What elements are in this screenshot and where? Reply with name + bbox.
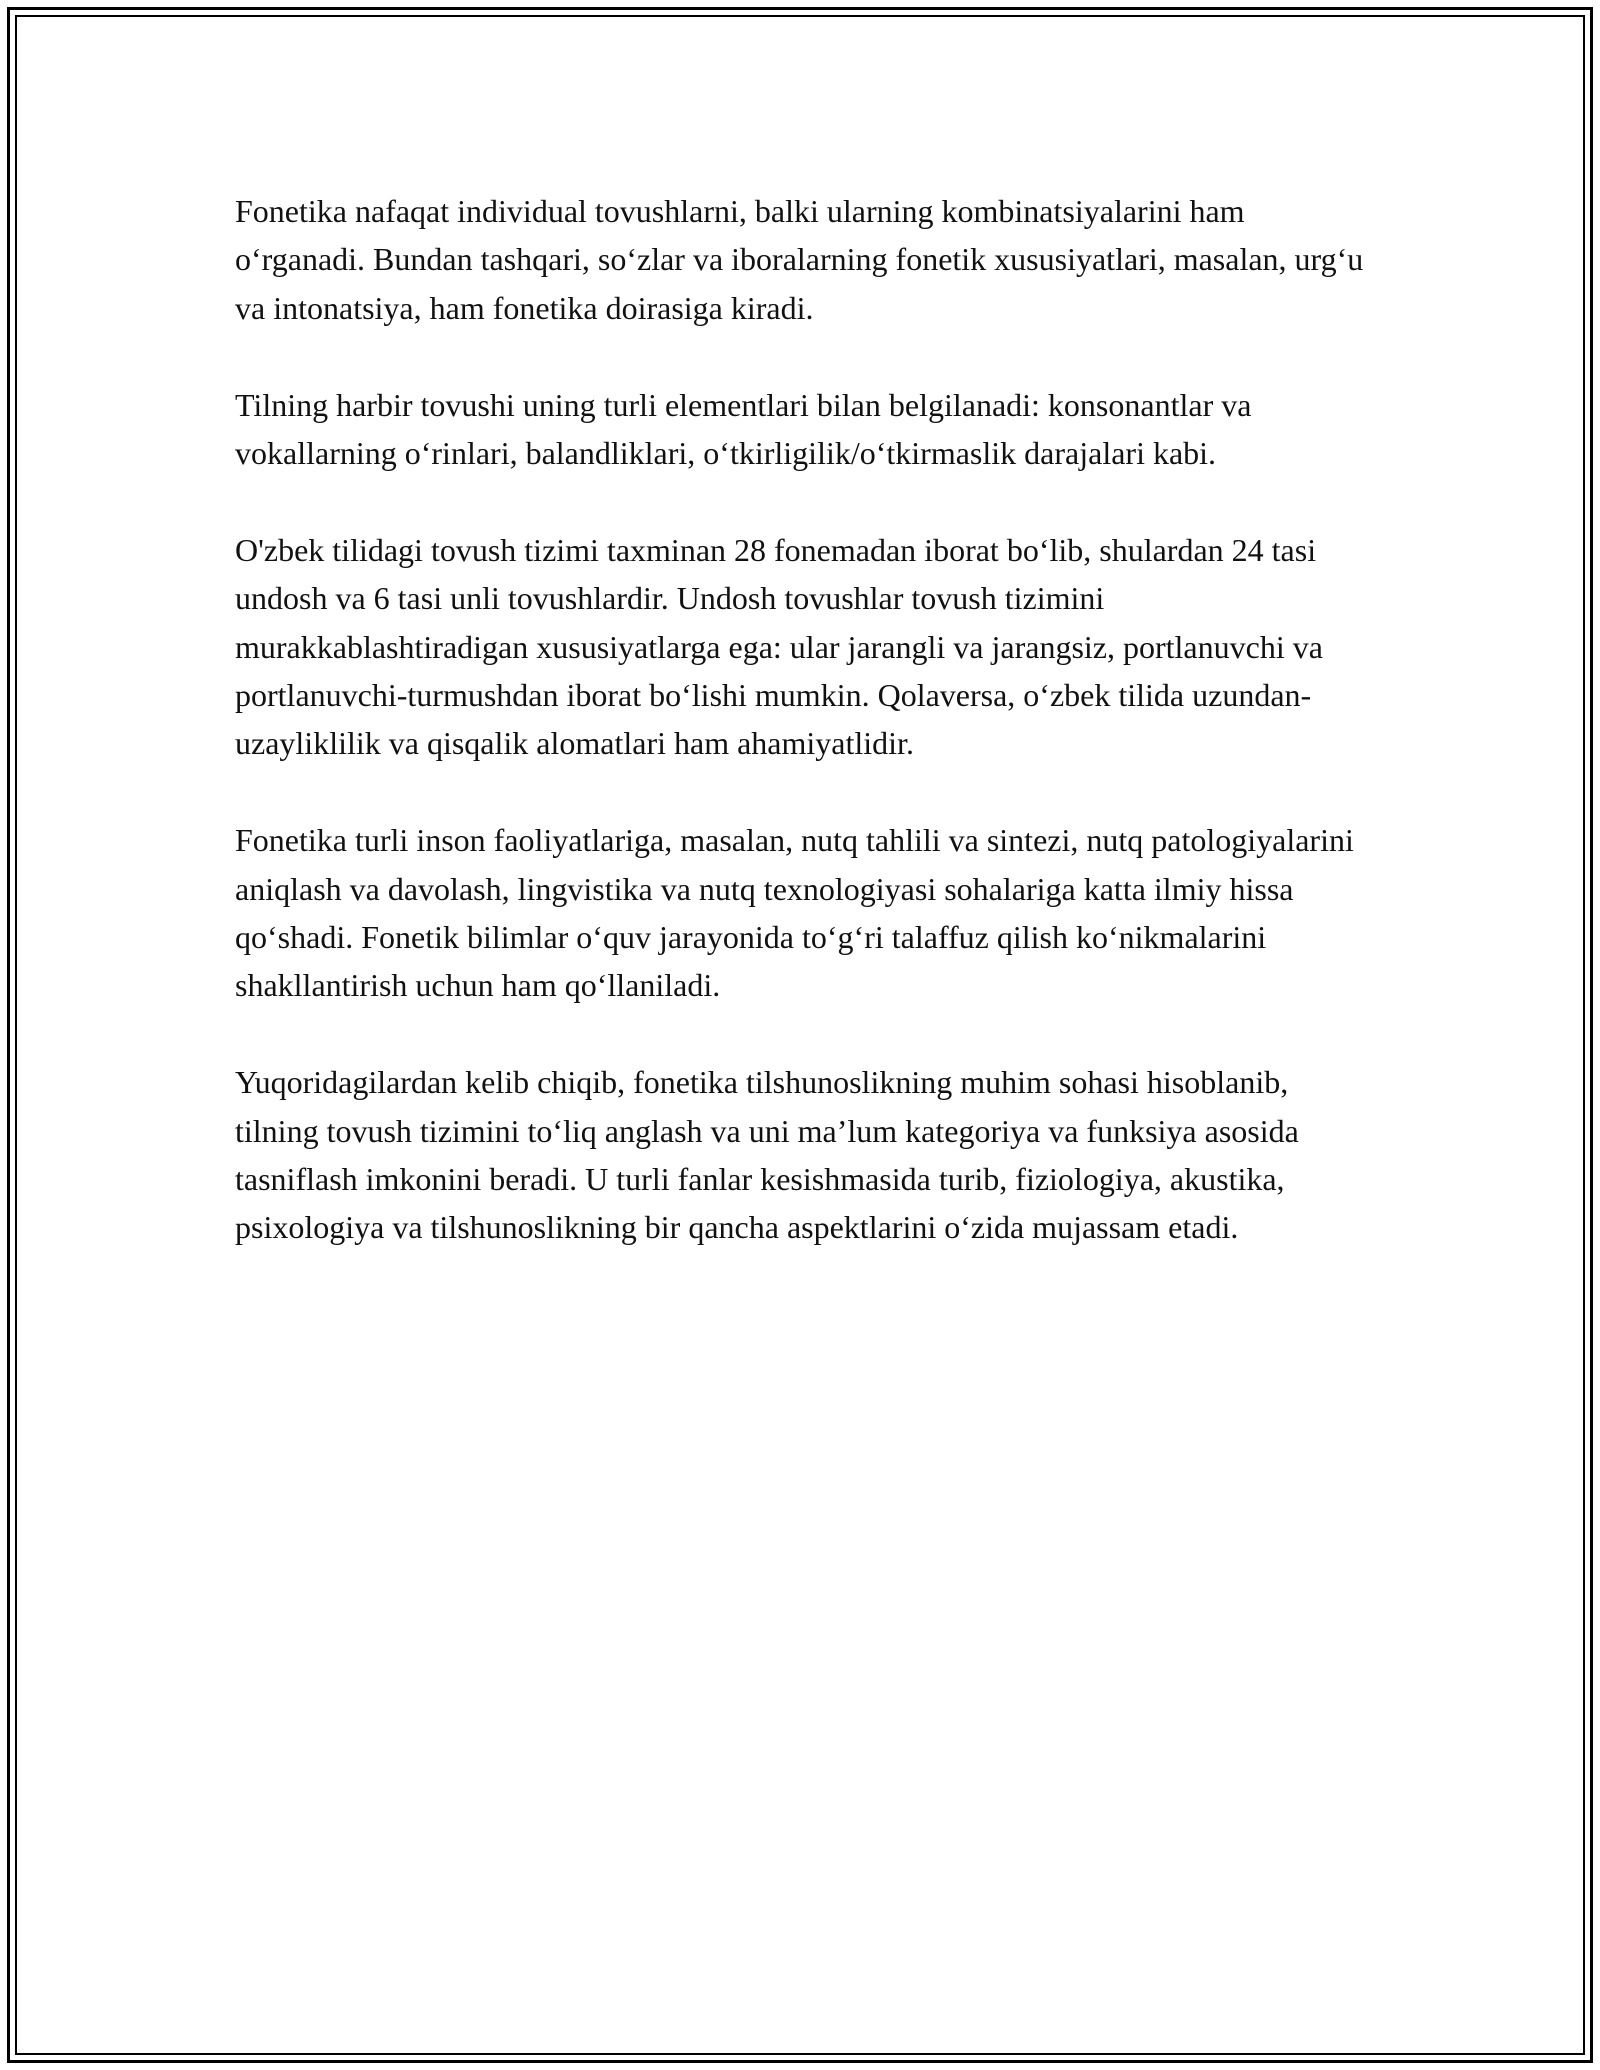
- paragraph-3: O'zbek tilidagi tovush tizimi taxminan 28 fonemadan iborat bo‘lib, shulardan 24 tasi undosh va 6 tasi unli tovushlardir. Undosh tovushlar tovush tizimini murakkablashtiradigan xususiyatlarga ega: ular jarangli va jarangsiz, portlanuvchi va portlanuvchi-turmushdan iborat bo‘lishi mumkin. Qolaversa, o‘zbek tilida uzundan-uzayliklilik va qisqalik alomatlari ham ahamiyatlidir.: [235, 531, 1323, 762]
- paragraph-5: Yuqoridagilardan kelib chiqib, fonetika tilshunoslikning muhim sohasi hisoblanib, tilning tovush tizimini to‘liq anglash va uni ma’lum kategoriya va funksiya asosida tasniflash imkonini beradi. U turli fanlar kesishmasida turib, fiziologiya, akustika, psixologiya va tilshunoslikning bir qancha aspektlarini o‘zida mujassam etadi.: [235, 1064, 1299, 1246]
- paragraph-2: Tilning harbir tovushi uning turli elementlari bilan belgilanadi: konsonantlar va vokallarning o‘rinlari, balandliklari, o‘tkirligilik/o‘tkirmaslik darajalari kabi.: [235, 386, 1252, 472]
- document-body: [235, 187, 1365, 1300]
- paragraph-4: Fonetika turli inson faoliyatlariga, masalan, nutq tahlili va sintezi, nutq patologiyalarini aniqlash va davolash, lingvistika va nutq texnologiyasi sohalariga katta ilmiy hissa qo‘shadi. Fonetik bilimlar o‘quv jarayonida to‘g‘ri talaffuz qilish ko‘nikmalarini shakllantirish uchun ham qo‘llaniladi.: [235, 822, 1354, 1004]
- paragraph-1: Fonetika nafaqat individual tovushlarni, balki ularning kombinatsiyalarini ham o‘rganadi. Bundan tashqari, so‘zlar va iboralarning fonetik xususiyatlari, masalan, urg‘u va intonatsiya, ham fonetika doirasiga kiradi.: [235, 193, 1364, 326]
